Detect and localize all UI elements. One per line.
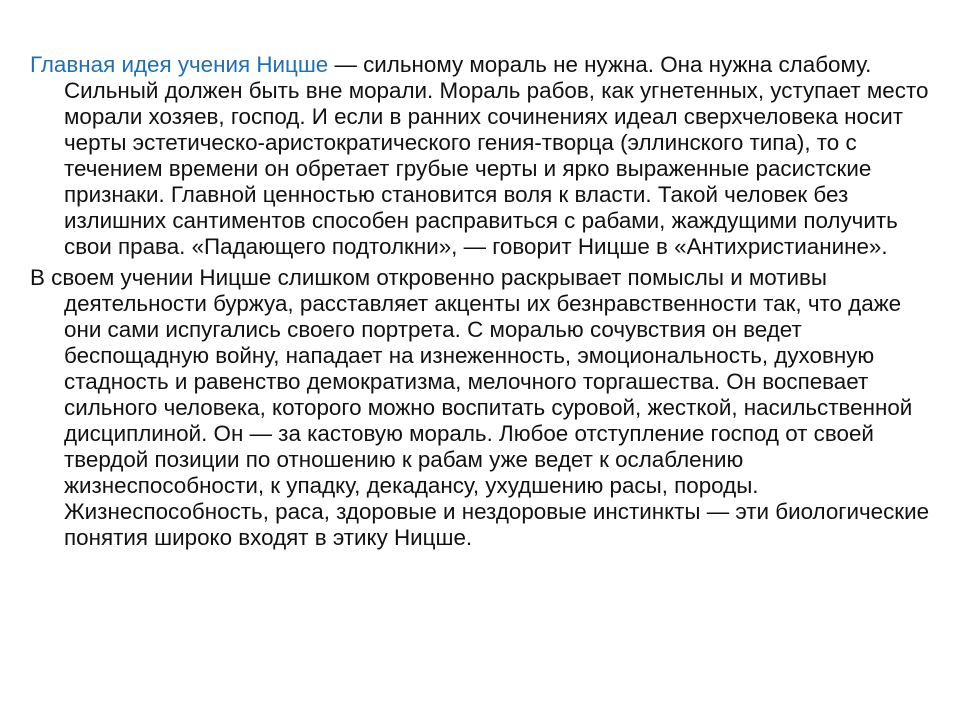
paragraph-main-idea (30, 52, 935, 260)
paragraph-lead-highlight: Главная идея учения Ницше (30, 52, 329, 77)
paragraph-body: В своем учении Ницше слишком откровенно раскрывает помыслы и мотивы деятельности буржуа, расставляет акценты их безнравственности так, что даже они сами испугались своего портрета. С моралью сочувствия он ведет беспощадную войну, нападает на изнеженность, эмоциональность, духовную стадность и равенство демократизма, мелочного торгашества. Он воспевает сильного человека, которого можно воспитать суровой, жесткой, насильственной дисциплиной. Он — за кастовую мораль. Любое отступление господ от своей твердой позиции по отношению к рабам уже ведет к ослаблению жизнеспособности, к упадку, декадансу, ухудшению расы, породы. Жизнеспособность, раса, здоровые и нездоровые инстинкты — эти биологические понятия широко входят в этику Ницше. (30, 265, 930, 550)
paragraph-body: — сильному мораль не нужна. Она нужна слабому. Сильный должен быть вне морали. Мораль рабов, как угнетенных, уступает место морали хозяев, господ. И если в ранних сочинениях идеал сверхчеловека носит черты эстетическо-аристократического гения-творца (эллинского типа), то с течением времени он обретает грубые черты и ярко выраженные расистские признаки. Главной ценностью становится воля к власти. Такой человек без излишних сантиментов способен расправиться с рабами, жаждущими получить свои права. «Падающего подтолкни», — говорит Ницше в «Антихристианине». (64, 52, 929, 259)
slide-content (30, 52, 935, 556)
paragraph-teaching (30, 265, 935, 551)
